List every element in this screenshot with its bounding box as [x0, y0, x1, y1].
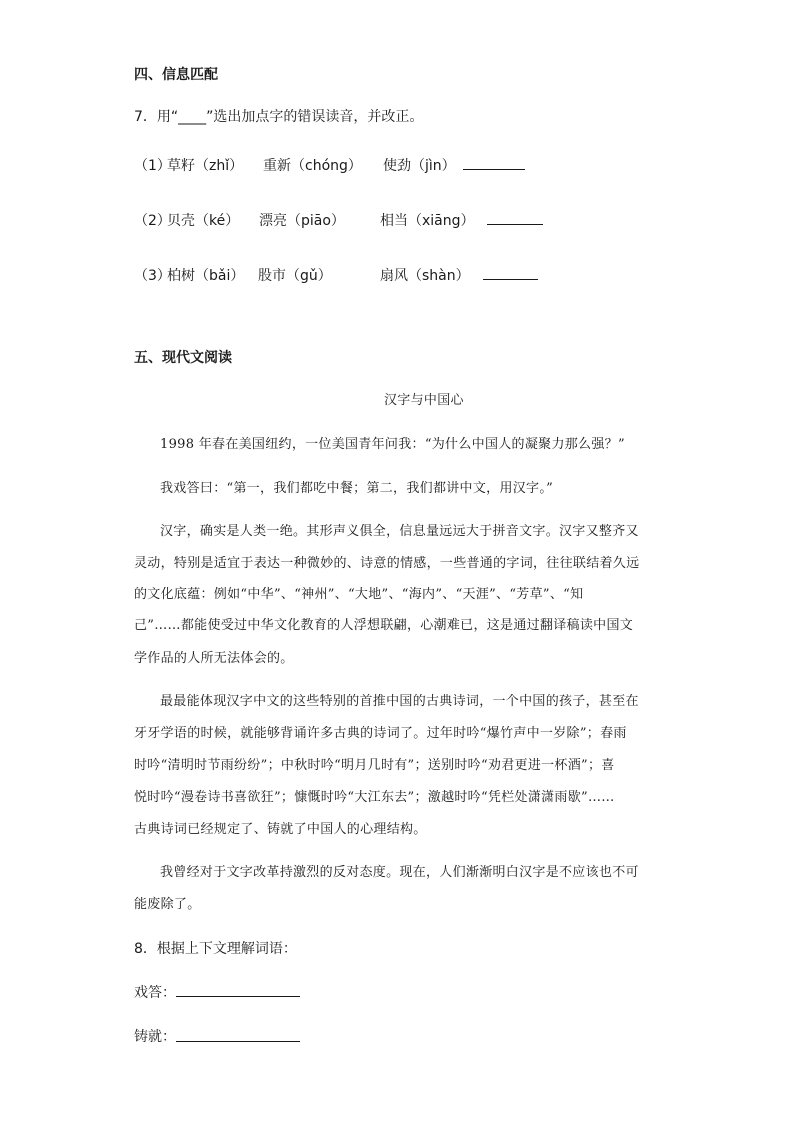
- q7-row-2-num: （2）: [134, 213, 171, 229]
- passage-line: 的文化底蕴：例如“中华”、“神州”、“大地”、“海内”、“天涯”、“芳草”、“知: [134, 587, 584, 602]
- q7-row-2-word-1: 贝壳（ké）: [167, 213, 240, 229]
- question-8: 8．根据上下文理解词语：: [134, 941, 297, 957]
- passage-line: 我曾经对于文字改革持激烈的反对态度。现在，人们渐渐明白汉字是不应该也不可: [160, 865, 639, 880]
- passage-line: 学作品的人所无法体会的。: [134, 651, 294, 666]
- q7-row-2-answer-line[interactable]: [487, 224, 543, 225]
- q8-item-2-answer-line[interactable]: [176, 1041, 300, 1042]
- q7-row-3-word-1: 柏树（bǎi）: [167, 268, 245, 284]
- q7-row-2-word-3: 相当（xiāng）: [380, 213, 475, 229]
- passage-line: 能废除了。: [134, 897, 201, 912]
- q8-item-1-answer-line[interactable]: [176, 996, 300, 997]
- passage-line: 古典诗词已经规定了、铸就了中国人的心理结构。: [134, 822, 427, 837]
- q7-row-3-num: （3）: [134, 268, 171, 284]
- q8-item-label: 铸就：: [134, 1029, 176, 1045]
- section-5-title: 五、现代文阅读: [134, 350, 232, 366]
- q7-row-1-word-2: 重新（chóng）: [263, 158, 362, 174]
- q7-row-3-word-3: 扇风（shàn）: [380, 268, 470, 284]
- passage-line: 汉字，确实是人类一绝。其形声义俱全，信息量远远大于拼音文字。汉字又整齐又: [160, 524, 639, 539]
- q7-row-1-word-3: 使劲（jìn）: [383, 158, 456, 174]
- passage-line: 我戏答曰：“第一，我们都吃中餐；第二，我们都讲中文，用汉字。”: [160, 481, 554, 496]
- q7-row-1-answer-line[interactable]: [463, 169, 525, 170]
- question-7: 7．用“____”选出加点字的错误读音，并改正。: [134, 109, 424, 125]
- passage-line: 己”……都能使受过中华文化教育的人浮想联翩，心潮难已，这是通过翻译稿读中国文: [134, 618, 634, 633]
- passage-line: 时吟“清明时节雨纷纷”；中秋时吟“明月几时有”；送别时吟“劝君更进一杯酒”；喜: [134, 758, 615, 773]
- passage-line: 牙牙学语的时候，就能够背诵许多古典的诗词了。过年时吟“爆竹声中一岁除”；春雨: [134, 726, 627, 741]
- passage-title: 汉字与中国心: [384, 393, 464, 408]
- passage-line: 最最能体现汉字中文的这些特别的首推中国的古典诗词，一个中国的孩子，甚至在: [160, 694, 639, 709]
- q7-row-3-word-2: 股市（gǔ）: [258, 268, 332, 284]
- q7-row-1-num: （1）: [134, 158, 171, 174]
- q7-row-3-answer-line[interactable]: [483, 279, 538, 280]
- passage-line: 悦时吟“漫卷诗书喜欲狂”；慷慨时吟“大江东去”；激越时吟“凭栏处潇潇雨歇”……: [134, 790, 615, 805]
- q7-row-1-word-1: 草籽（zhǐ）: [167, 158, 244, 174]
- section-4-title: 四、信息匹配: [134, 67, 218, 83]
- q8-item-label: 戏答：: [134, 985, 176, 1001]
- passage-line: 1998 年春在美国纽约，一位美国青年问我：“为什么中国人的凝聚力那么强？”: [160, 437, 625, 452]
- q7-row-2-word-2: 漂亮（piāo）: [259, 213, 345, 229]
- passage-line: 灵动，特别是适宜于表达一种微妙的、诗意的情感，一些普通的字词，往往联结着久远: [134, 556, 640, 571]
